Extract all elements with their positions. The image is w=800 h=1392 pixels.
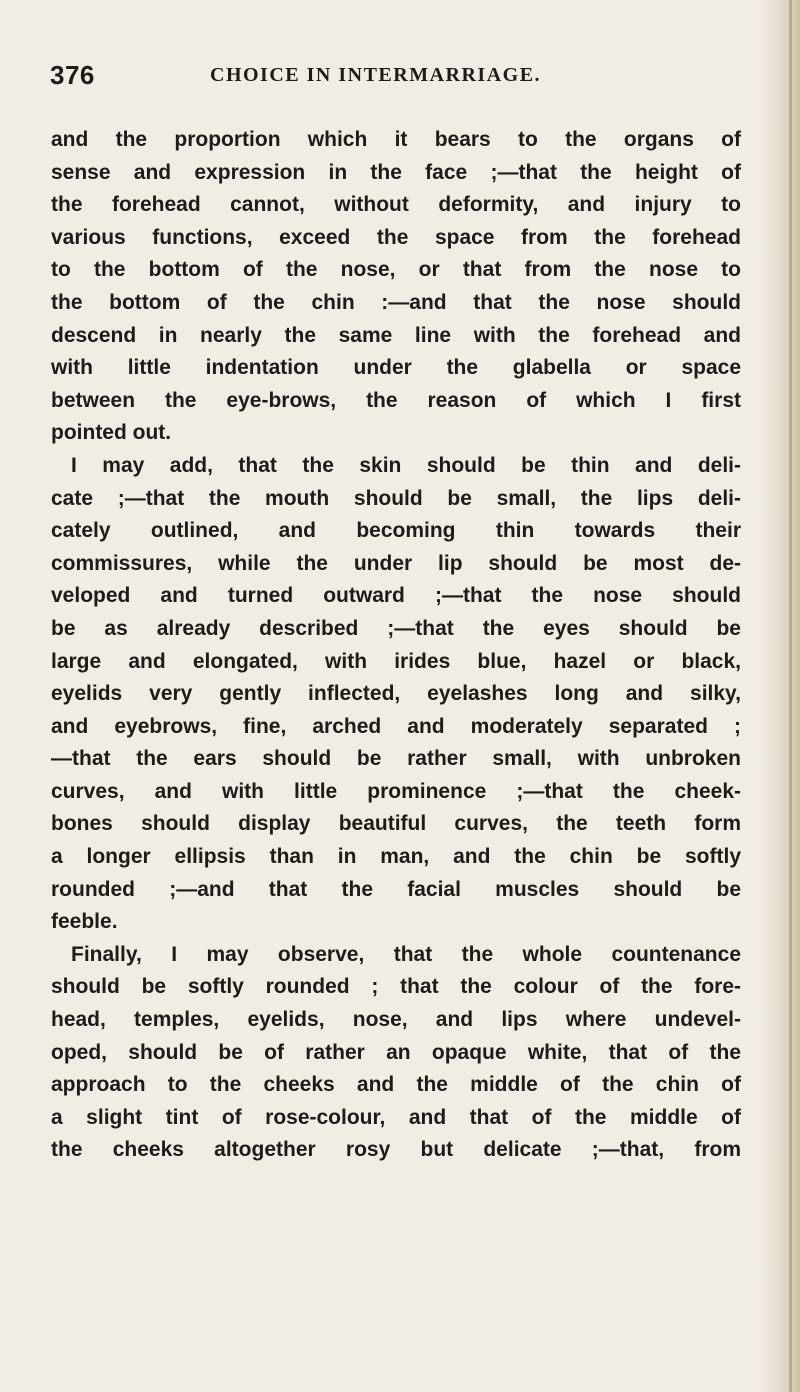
text-line: commissures, while the under lip should be most de- [51, 551, 741, 575]
text-line: curves, and with little prominence ;—that the cheek- [51, 779, 741, 803]
page-edge [789, 0, 792, 1392]
text-line: veloped and turned outward ;—that the nose should [51, 584, 741, 608]
text-line: should be softly rounded ; that the colour of the fore- [51, 975, 741, 999]
text-line: various functions, exceed the space from the forehead [51, 225, 741, 249]
text-line: eyelids very gently inflected, eyelashes long and silky, [51, 682, 741, 706]
text-line: and the proportion which it bears to the organs of [51, 128, 741, 151]
text-line: —that the ears should be rather small, with unbroken [51, 747, 741, 771]
text-line-paragraph-start: I may add, that the skin should be thin and deli- [71, 453, 741, 477]
text-line-paragraph-start: Finally, I may observe, that the whole countenance [71, 942, 741, 966]
text-line: the cheeks altogether rosy but delicate ;—that, from [51, 1138, 741, 1162]
running-head [50, 60, 750, 100]
text-line: rounded ;—and that the facial muscles should be [51, 877, 741, 901]
text-line: be as already described ;—that the eyes should be [51, 616, 741, 640]
running-title: CHOICE IN INTERMARRIAGE. [210, 64, 542, 86]
page-number: 376 [50, 60, 95, 90]
text-line: between the eye-brows, the reason of which I first [51, 388, 741, 412]
text-line: bones should display beautiful curves, the teeth form [51, 812, 741, 836]
text-line: cate ;—that the mouth should be small, the lips deli- [51, 486, 741, 510]
text-line: oped, should be of rather an opaque white, that of the [51, 1040, 741, 1064]
text-line: approach to the cheeks and the middle of the chin of [51, 1073, 741, 1097]
page-gutter-shadow [758, 0, 800, 1392]
text-line: with little indentation under the glabella or space [51, 356, 741, 380]
text-line: descend in nearly the same line with the forehead and [51, 323, 741, 347]
text-line: to the bottom of the nose, or that from the nose to [51, 258, 741, 282]
text-line: cately outlined, and becoming thin towards their [51, 519, 741, 543]
text-line: the forehead cannot, without deformity, and injury to [51, 193, 741, 217]
text-line-paragraph-end: feeble. [51, 910, 118, 934]
text-line: a longer ellipsis than in man, and the chin be softly [51, 845, 741, 869]
text-line: large and elongated, with irides blue, hazel or black, [51, 649, 741, 673]
text-line: the bottom of the chin :—and that the nose should [51, 290, 741, 314]
body-text [51, 124, 741, 1167]
text-line: and eyebrows, fine, arched and moderately separated ; [51, 714, 741, 738]
text-line-paragraph-end: pointed out. [51, 421, 172, 445]
text-line: head, temples, eyelids, nose, and lips where undevel- [51, 1008, 741, 1032]
text-line: sense and expression in the face ;—that the height of [51, 160, 741, 184]
text-line: a slight tint of rose-colour, and that of the middle of [51, 1105, 741, 1129]
